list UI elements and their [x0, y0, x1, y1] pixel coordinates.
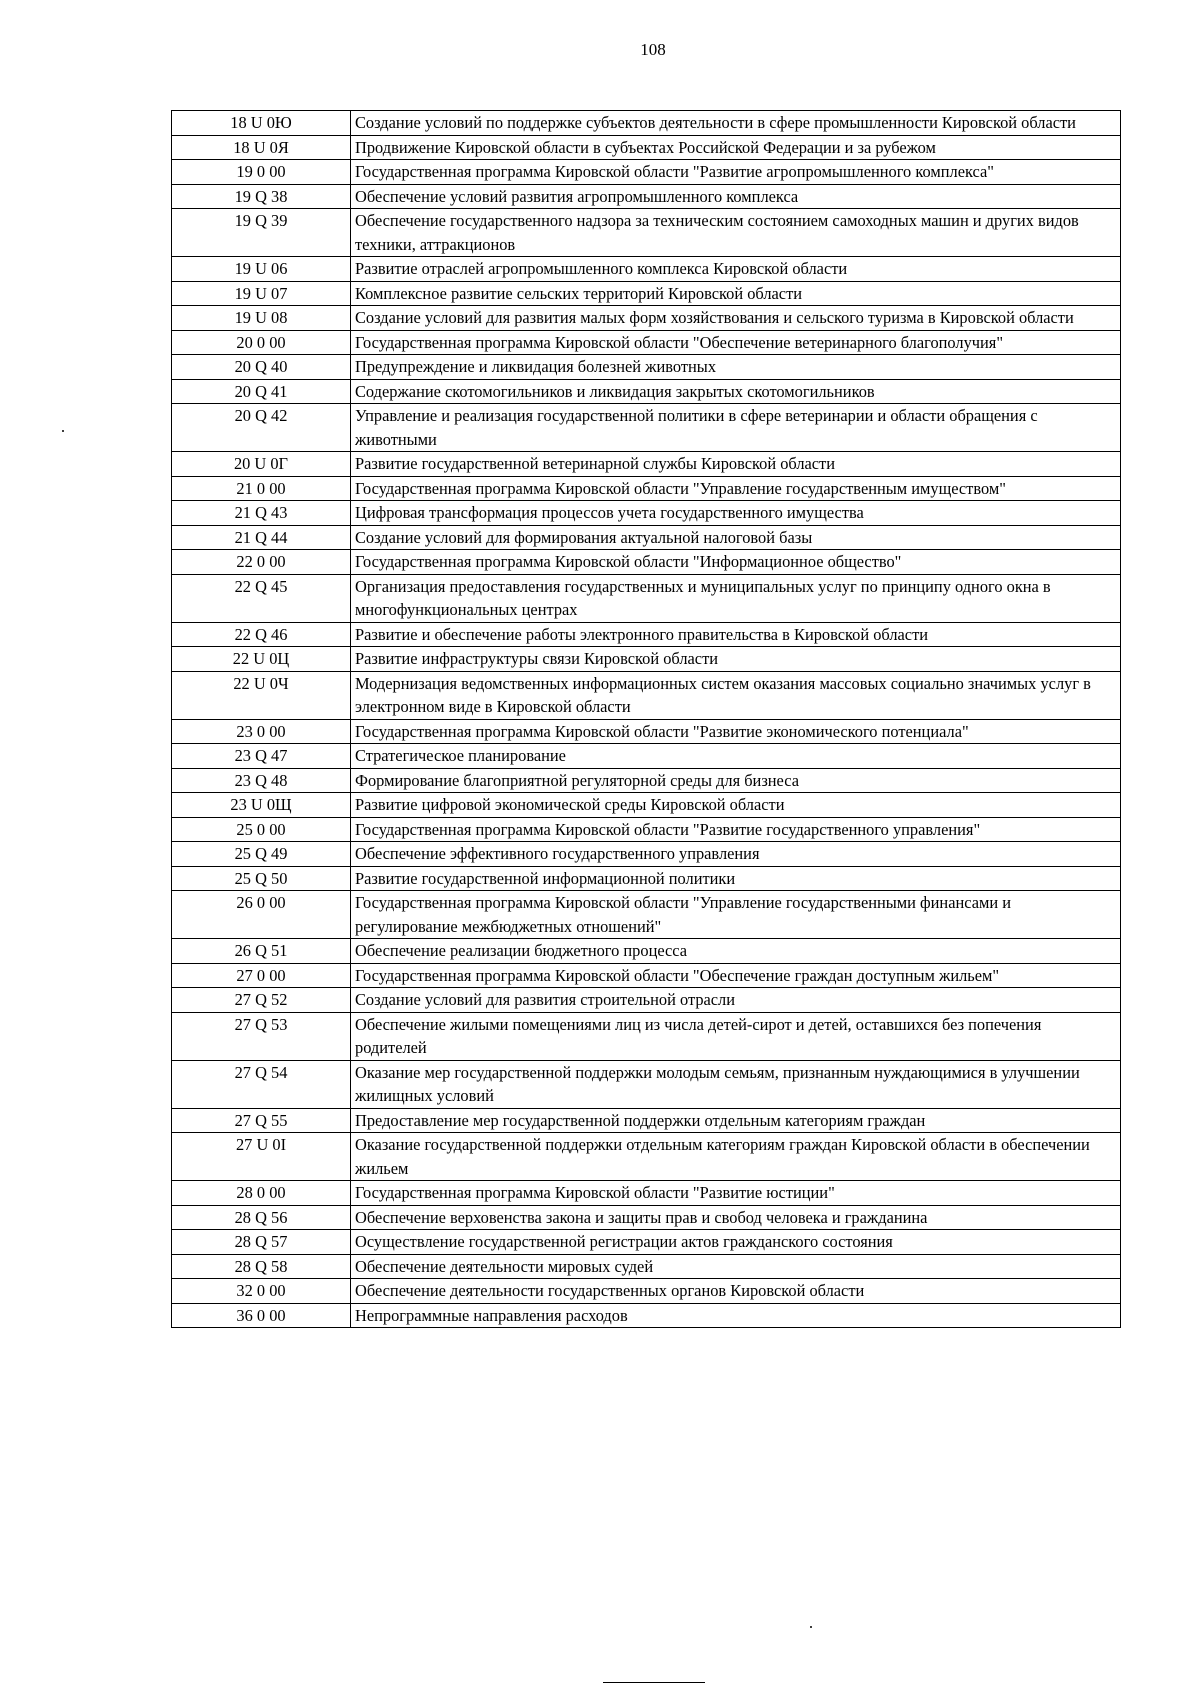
row-description: Развитие инфраструктуры связи Кировской области — [351, 647, 1121, 672]
row-code: 25 Q 49 — [172, 842, 351, 867]
scan-speck — [62, 430, 64, 432]
table-row — [172, 988, 1121, 1013]
table-row — [172, 355, 1121, 380]
row-description: Государственная программа Кировской области "Развитие агропромышленного комплекса" — [351, 160, 1121, 185]
row-code: 22 0 00 — [172, 550, 351, 575]
row-code: 27 0 00 — [172, 963, 351, 988]
table-body — [172, 111, 1121, 1328]
row-description: Государственная программа Кировской области "Информационное общество" — [351, 550, 1121, 575]
page-number: 108 — [640, 40, 666, 59]
table-row — [172, 160, 1121, 185]
table-row — [172, 1230, 1121, 1255]
end-of-document-line — [603, 1682, 705, 1683]
row-code: 23 U 0Щ — [172, 793, 351, 818]
row-description: Комплексное развитие сельских территорий Кировской области — [351, 281, 1121, 306]
row-code: 19 Q 39 — [172, 209, 351, 257]
row-code: 20 U 0Г — [172, 452, 351, 477]
table-row — [172, 1181, 1121, 1206]
row-code: 27 Q 52 — [172, 988, 351, 1013]
row-description: Оказание государственной поддержки отдельным категориям граждан Кировской области в обеспечении жильем — [351, 1133, 1121, 1181]
row-description: Предупреждение и ликвидация болезней животных — [351, 355, 1121, 380]
table-row — [172, 1279, 1121, 1304]
row-description: Государственная программа Кировской области "Развитие юстиции" — [351, 1181, 1121, 1206]
row-description: Обеспечение эффективного государственного управления — [351, 842, 1121, 867]
row-code: 27 Q 54 — [172, 1060, 351, 1108]
row-description: Оказание мер государственной поддержки молодым семьям, признанным нуждающимися в улучшении жилищных условий — [351, 1060, 1121, 1108]
row-code: 19 U 07 — [172, 281, 351, 306]
row-code: 20 Q 41 — [172, 379, 351, 404]
table-row — [172, 891, 1121, 939]
row-code: 26 0 00 — [172, 891, 351, 939]
row-description: Развитие и обеспечение работы электронного правительства в Кировской области — [351, 622, 1121, 647]
row-description: Продвижение Кировской области в субъектах Российской Федерации и за рубежом — [351, 135, 1121, 160]
table-row — [172, 550, 1121, 575]
table-row — [172, 379, 1121, 404]
table-row — [172, 574, 1121, 622]
row-description: Обеспечение жилыми помещениями лиц из числа детей-сирот и детей, оставшихся без попечения родителей — [351, 1012, 1121, 1060]
row-code: 18 U 0Ю — [172, 111, 351, 136]
row-code: 22 U 0Ц — [172, 647, 351, 672]
row-code: 20 Q 42 — [172, 404, 351, 452]
row-code: 23 0 00 — [172, 719, 351, 744]
row-description: Развитие цифровой экономической среды Кировской области — [351, 793, 1121, 818]
table-row — [172, 1254, 1121, 1279]
row-description: Цифровая трансформация процессов учета государственного имущества — [351, 501, 1121, 526]
row-description: Обеспечение деятельности государственных органов Кировской области — [351, 1279, 1121, 1304]
row-description: Формирование благоприятной регуляторной среды для бизнеса — [351, 768, 1121, 793]
table-row — [172, 719, 1121, 744]
row-code: 20 Q 40 — [172, 355, 351, 380]
row-code: 27 Q 53 — [172, 1012, 351, 1060]
row-description: Обеспечение условий развития агропромышленного комплекса — [351, 184, 1121, 209]
row-description: Создание условий для формирования актуальной налоговой базы — [351, 525, 1121, 550]
row-description: Создание условий для развития малых форм хозяйствования и сельского туризма в Кировской области — [351, 306, 1121, 331]
table-row — [172, 330, 1121, 355]
row-code: 32 0 00 — [172, 1279, 351, 1304]
table-row — [172, 281, 1121, 306]
row-description: Управление и реализация государственной политики в сфере ветеринарии и области обращения с животными — [351, 404, 1121, 452]
row-code: 28 0 00 — [172, 1181, 351, 1206]
row-description: Предоставление мер государственной поддержки отдельным категориям граждан — [351, 1108, 1121, 1133]
row-description: Государственная программа Кировской области "Развитие экономического потенциала" — [351, 719, 1121, 744]
row-code: 23 Q 48 — [172, 768, 351, 793]
scan-speck — [810, 1626, 812, 1628]
row-description: Содержание скотомогильников и ликвидация закрытых скотомогильников — [351, 379, 1121, 404]
table-row — [172, 1133, 1121, 1181]
row-description: Обеспечение реализации бюджетного процесса — [351, 939, 1121, 964]
row-code: 28 Q 56 — [172, 1205, 351, 1230]
row-description: Модернизация ведомственных информационных систем оказания массовых социально значимых услуг в электронном виде в Кировской области — [351, 671, 1121, 719]
table-row — [172, 1060, 1121, 1108]
table-row — [172, 768, 1121, 793]
table-row — [172, 842, 1121, 867]
table-row — [172, 744, 1121, 769]
row-code: 22 Q 45 — [172, 574, 351, 622]
table-row — [172, 404, 1121, 452]
table-row — [172, 817, 1121, 842]
row-code: 19 0 00 — [172, 160, 351, 185]
row-description: Создание условий по поддержке субъектов деятельности в сфере промышленности Кировской области — [351, 111, 1121, 136]
row-description: Развитие отраслей агропромышленного комплекса Кировской области — [351, 257, 1121, 282]
row-description: Государственная программа Кировской области "Управление государственными финансами и регулирование межбюджетных отношений" — [351, 891, 1121, 939]
row-code: 21 0 00 — [172, 476, 351, 501]
row-code: 25 Q 50 — [172, 866, 351, 891]
row-code: 19 Q 38 — [172, 184, 351, 209]
row-code: 19 U 08 — [172, 306, 351, 331]
table-row — [172, 209, 1121, 257]
row-code: 21 Q 43 — [172, 501, 351, 526]
row-description: Развитие государственной информационной политики — [351, 866, 1121, 891]
row-description: Государственная программа Кировской области "Управление государственным имуществом" — [351, 476, 1121, 501]
row-description: Обеспечение государственного надзора за техническим состоянием самоходных машин и других видов техники, аттракционов — [351, 209, 1121, 257]
table-row — [172, 793, 1121, 818]
row-code: 23 Q 47 — [172, 744, 351, 769]
row-description: Создание условий для развития строительной отрасли — [351, 988, 1121, 1013]
table-row — [172, 963, 1121, 988]
row-code: 22 Q 46 — [172, 622, 351, 647]
table-row — [172, 1012, 1121, 1060]
row-description: Организация предоставления государственных и муниципальных услуг по принципу одного окна в многофункциональных центрах — [351, 574, 1121, 622]
table-row — [172, 525, 1121, 550]
row-description: Стратегическое планирование — [351, 744, 1121, 769]
row-description: Обеспечение деятельности мировых судей — [351, 1254, 1121, 1279]
table-row — [172, 501, 1121, 526]
table-row — [172, 1108, 1121, 1133]
row-description: Осуществление государственной регистрации актов гражданского состояния — [351, 1230, 1121, 1255]
table-row — [172, 306, 1121, 331]
row-code: 21 Q 44 — [172, 525, 351, 550]
row-description: Государственная программа Кировской области "Развитие государственного управления" — [351, 817, 1121, 842]
table-row — [172, 647, 1121, 672]
row-description: Государственная программа Кировской области "Обеспечение ветеринарного благополучия" — [351, 330, 1121, 355]
table-row — [172, 135, 1121, 160]
table-row — [172, 452, 1121, 477]
row-code: 22 U 0Ч — [172, 671, 351, 719]
row-code: 26 Q 51 — [172, 939, 351, 964]
table-row — [172, 622, 1121, 647]
table-row — [172, 111, 1121, 136]
table-row — [172, 257, 1121, 282]
row-code: 36 0 00 — [172, 1303, 351, 1328]
table-row — [172, 671, 1121, 719]
table-row — [172, 184, 1121, 209]
row-description: Государственная программа Кировской области "Обеспечение граждан доступным жильем" — [351, 963, 1121, 988]
row-description: Развитие государственной ветеринарной службы Кировской области — [351, 452, 1121, 477]
row-code: 20 0 00 — [172, 330, 351, 355]
table-row — [172, 476, 1121, 501]
row-code: 28 Q 58 — [172, 1254, 351, 1279]
row-code: 18 U 0Я — [172, 135, 351, 160]
row-code: 27 U 0I — [172, 1133, 351, 1181]
row-code: 25 0 00 — [172, 817, 351, 842]
row-description: Обеспечение верховенства закона и защиты прав и свобод человека и гражданина — [351, 1205, 1121, 1230]
table-row — [172, 1303, 1121, 1328]
row-code: 28 Q 57 — [172, 1230, 351, 1255]
row-code: 19 U 06 — [172, 257, 351, 282]
table-row — [172, 1205, 1121, 1230]
table-row — [172, 866, 1121, 891]
table-row — [172, 939, 1121, 964]
row-description: Непрограммные направления расходов — [351, 1303, 1121, 1328]
row-code: 27 Q 55 — [172, 1108, 351, 1133]
budget-codes-table — [171, 110, 1121, 1328]
